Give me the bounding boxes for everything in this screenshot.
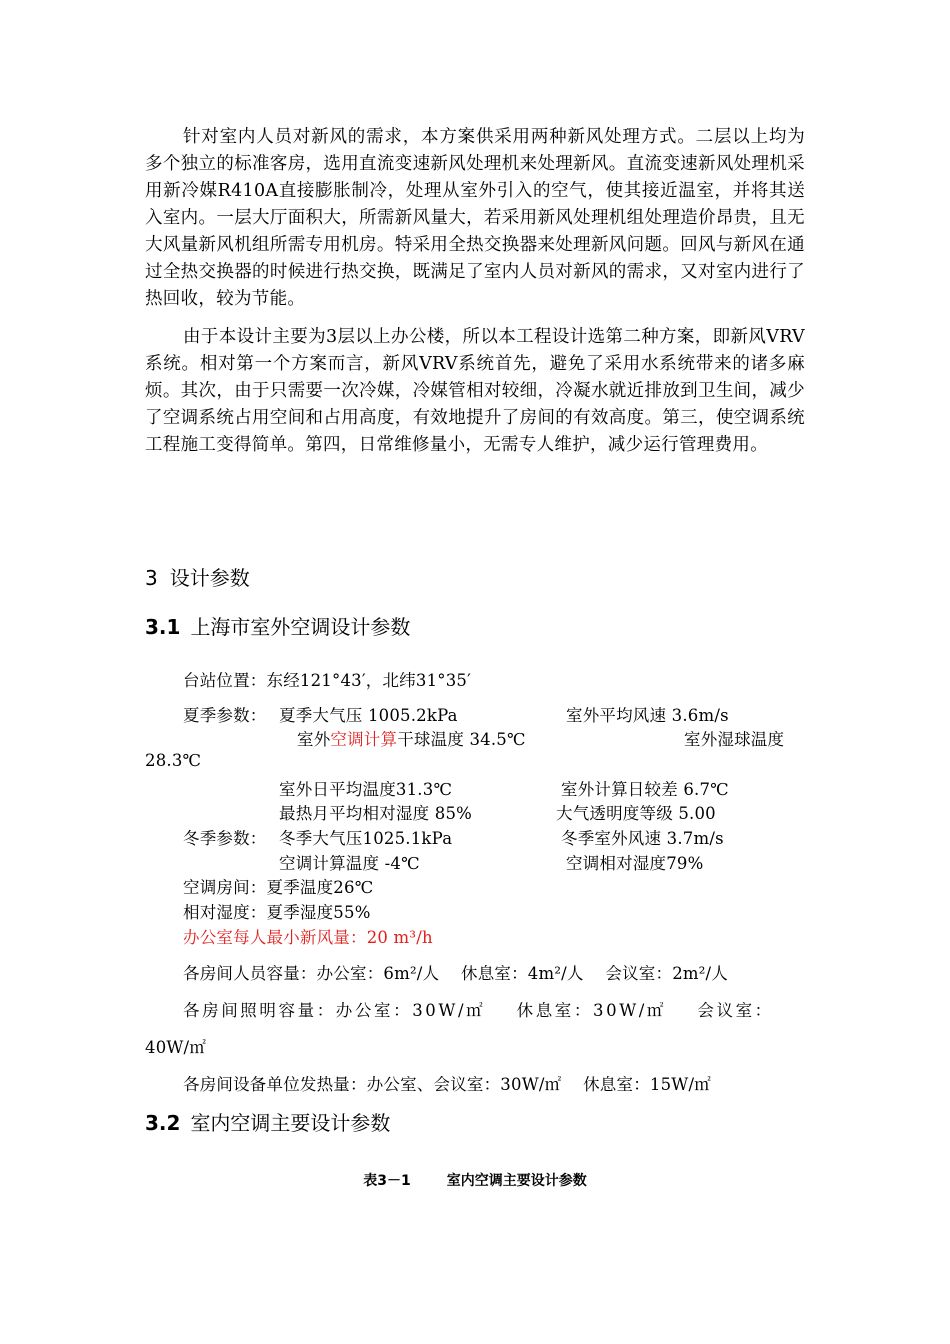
hottest-month-rh: 最热月平均相对湿度 85%	[279, 804, 473, 823]
summer-wet-bulb-value: 28.3℃	[145, 751, 202, 770]
summer-dry-bulb	[297, 726, 526, 750]
summer-wet-bulb-label: 室外湿球温度	[684, 730, 785, 749]
section-number: 3.2	[145, 1111, 181, 1135]
winter-design-temp: 空调计算温度 -4℃	[279, 854, 420, 873]
summer-db-suffix: 干球温度 34.5℃	[397, 730, 526, 749]
daily-average-temp: 室外日平均温度31.3℃	[279, 780, 453, 799]
room-summer-rh: 相对湿度：夏季湿度55%	[183, 903, 371, 922]
room-summer-temp: 空调房间：夏季温度26℃	[183, 878, 374, 897]
daily-range: 室外计算日较差 6.7℃	[561, 780, 729, 799]
summer-label: 夏季参数：	[183, 706, 267, 725]
equipment-heat: 各房间设备单位发热量：办公室、会议室：30W/㎡ 休息室：15W/㎡	[183, 1075, 711, 1094]
summer-db-highlight: 空调计算	[330, 730, 398, 749]
occupancy-capacity: 各房间人员容量：办公室：6m²/人 休息室：4m²/人 会议室：2m²/人	[183, 964, 729, 983]
min-fresh-air: 办公室每人最小新风量：20 m³/h	[183, 928, 433, 947]
section-3-2-heading	[145, 1107, 390, 1136]
summer-wind: 室外平均风速 3.6m/s	[566, 706, 729, 725]
summer-db-prefix: 室外	[297, 730, 331, 749]
winter-label: 冬季参数：	[183, 829, 267, 848]
table-caption-title: 室内空调主要设计参数	[446, 1173, 587, 1189]
section-number: 3	[145, 566, 158, 590]
table-caption	[0, 1170, 950, 1190]
winter-rh: 空调相对湿度79%	[566, 854, 704, 873]
table-caption-label: 表3－1	[363, 1173, 411, 1189]
lighting-capacity: 各房间照明容量：办公室：30W/㎡ 休息室：30W/㎡ 会议室：	[183, 1001, 774, 1020]
winter-pressure: 冬季大气压1025.1kPa	[279, 829, 453, 848]
section-title: 设计参数	[169, 566, 250, 590]
summer-pressure: 夏季大气压 1005.2kPa	[279, 706, 458, 725]
section-3-heading	[145, 562, 250, 591]
lighting-capacity-cont: 40W/㎡	[145, 1038, 207, 1057]
winter-wind: 冬季室外风速 3.7m/s	[561, 829, 724, 848]
atmospheric-transparency: 大气透明度等级 5.00	[556, 804, 716, 823]
intro-paragraph-2: 由于本设计主要为3层以上办公楼，所以本工程设计选第二种方案，即新风VRV系统。相对第一个方案而言，新风VRV系统首先，避免了采用水系统带来的诸多麻烦。其次，由于只需要一次冷媒，冷媒管相对较细，冷凝水就近排放到卫生间，减少了空调系统占用空间和占用高度，有效地提升了房间的有效高度。第三，使空调系统工程施工变得简单。第四，日常维修量小，无需专人维护，减少运行管理费用。	[145, 327, 805, 455]
section-number: 3.1	[145, 615, 181, 639]
station-location: 台站位置：东经121°43′，北纬31°35′	[183, 671, 472, 690]
section-3-1-heading	[145, 611, 410, 640]
section-title: 上海市室外空调设计参数	[190, 615, 411, 639]
section-title: 室内空调主要设计参数	[190, 1111, 391, 1135]
intro-paragraph-1: 针对室内人员对新风的需求，本方案供采用两种新风处理方式。二层以上均为多个独立的标准客房，选用直流变速新风处理机来处理新风。直流变速新风处理机采用新冷媒R410A直接膨胀制冷，处理从室外引入的空气，使其接近温室，并将其送入室内。一层大厅面积大，所需新风量大，若采用新风处理机组处理造价昂贵，且无大风量新风机组所需专用机房。特采用全热交换器来处理新风问题。回风与新风在通过全热交换器的时候进行热交换，既满足了室内人员对新风的需求，又对室内进行了热回收，较为节能。	[145, 127, 805, 309]
